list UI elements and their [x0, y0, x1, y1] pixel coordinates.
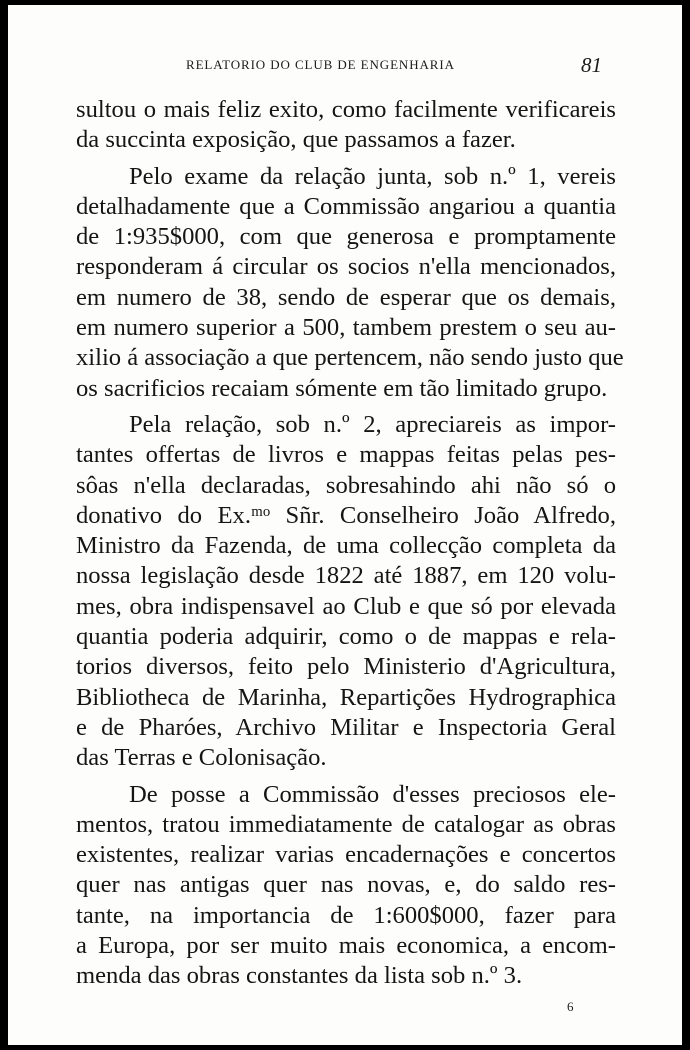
text-line: mentos, tratou immediatamente de catalogar as obras — [76, 810, 616, 838]
text-line: em numero de 38, sendo de esperar que os demais, — [76, 283, 616, 311]
text-line: xilio á associação a que pertencem, não sendo justo que — [76, 344, 624, 372]
paragraph — [76, 780, 616, 992]
text-line: da succinta exposição, que passamos a fazer. — [76, 126, 516, 154]
text-line: em numero superior a 500, tambem prestem o seu au- — [76, 314, 616, 342]
text-line: e de Pharóes, Archivo Militar e Inspectoria Geral — [76, 713, 616, 741]
paragraph — [76, 162, 624, 404]
signature-mark: 6 — [567, 999, 574, 1014]
page-header — [8, 55, 682, 79]
text-line: existentes, realizar varias encadernações e concertos — [76, 841, 616, 869]
text-line: tante, na importancia de 1:600$000, fazer para — [76, 901, 616, 929]
text-line: Ministro da Fazenda, de uma collecção completa da — [76, 532, 616, 560]
page-number: 81 — [581, 53, 602, 77]
text-line: De posse a Commissão d'esses preciosos ele- — [129, 780, 616, 808]
text-line: mes, obra indispensavel ao Club e que só por elevada — [76, 592, 616, 620]
text-line: menda das obras constantes da lista sob n.º 3. — [76, 962, 523, 990]
running-title: RELATORIO DO CLUB DE ENGENHARIA — [186, 57, 455, 72]
text-line: a Europa, por ser muito mais economica, a encom- — [76, 932, 616, 960]
text-line: quantia poderia adquirir, como o de mappas e rela- — [76, 623, 616, 651]
text-line: Pelo exame da relação junta, sob n.º 1, vereis — [129, 162, 616, 190]
text-line: detalhadamente que a Commissão angariou a quantia — [76, 192, 616, 220]
text-line: donativo do Ex.ᵐᵒ Sñr. Conselheiro João Alfredo, — [76, 501, 616, 529]
paragraph — [76, 410, 616, 774]
text-line: das Terras e Colonisação. — [76, 744, 327, 772]
paragraph — [76, 95, 616, 156]
text-line: tantes offertas de livros e mappas feitas pelas pes- — [76, 441, 616, 469]
text-line: nossa legislação desde 1822 até 1887, em 120 volu- — [76, 562, 616, 590]
text-line: de 1:935$000, com que generosa e promptamente — [76, 223, 616, 251]
text-line: responderam á circular os socios n'ella mencionados, — [76, 253, 616, 281]
text-line: sultou o mais feliz exito, como facilmente verificareis — [76, 96, 616, 123]
text-line: torios diversos, feito pelo Ministerio d'Agricultura, — [76, 653, 616, 681]
text-line: Pela relação, sob n.º 2, apreciareis as impor- — [129, 410, 616, 438]
text-line: sôas n'ella declaradas, sobresahindo ahi não só o — [76, 471, 616, 499]
text-line: os sacrificios recaiam sómente em tão limitado grupo. — [76, 374, 608, 402]
text-line: quer nas antigas quer nas novas, e, do saldo res- — [76, 871, 616, 899]
book-page — [8, 5, 682, 1045]
text-line: Bibliotheca de Marinha, Repartições Hydrographica — [76, 683, 616, 711]
body-text — [76, 95, 624, 992]
